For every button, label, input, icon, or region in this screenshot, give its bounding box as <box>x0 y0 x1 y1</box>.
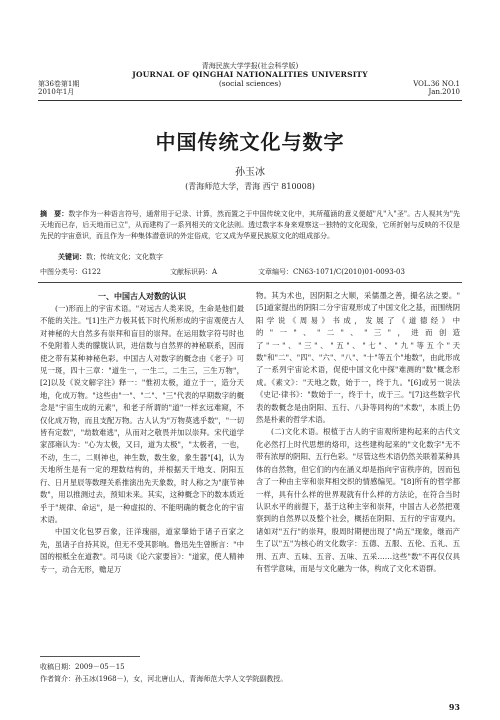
clc-number: 中图分类号：G122 <box>40 268 101 276</box>
paragraph: (二)文化术语。根植于古人的宇宙观所建构起来的古代文化必然打上时代思想的烙印，这些建构起来的"文化数字"无不带有浓厚的阴阳、五行色彩。"尽管这些术语仍然关联着某种具体的自然物，但它们的内在涵义却是指向宇宙秩序的，因而包含了一种由主宰和崇拜相交织的情感编见。"[8]所有的哲学都一样，具有什么样的世界观就有什么样的方法论，在符合当时认识水平的前提下，基于这种主宰和崇拜，中国古人必然把观察到的自然界以及整个社会，概括在阴阳、五行的宇宙观内。诸如对"五行"的崇拜，殷周时期便出现了"尚五"现象，继而产生了以"五"为核心的文化数字：五德、五服、五伦、五礼、五刑、五声、五味、五音、五味、五采……这些"数"不再仅仅具有哲学意味，而是与文化融为一体，构成了文化术语群。 <box>256 427 460 573</box>
section-heading: 一、中国古人对数的认识 <box>98 291 186 301</box>
article-number: 文章编号：CN63-1071/C(2010)01-0093-03 <box>258 268 405 276</box>
volume-en: VOL.36 NO.1 <box>413 80 460 88</box>
keywords-label: 关键词： <box>58 252 86 261</box>
article-author: 孙玉冰 <box>235 167 265 178</box>
paragraph: 物。其为术也，因阴阳之大顺，采儒墨之善，撮名法之要。"[5]道家提出的阴阳二分宇宙观形成了中国文化之基，而围绕阴阳学说《周易》书成，发展了《道德经》中的"一"、"二"、"三"，进而创造了"一"、"三"、"五"、"七"、"九"等五个"天数"和"二"、"四"、"六"、"八"、"十"等五个"地数"，由此形成了一系列宇宙论术语，促使中国文化中探"难测的"数"概念形成。《素文》："天地之数，始于一，终于九。"[6]或另一说法《史记·律书》："数始于一，终于十，成于三。"[7]这些数字代表的数概念是由阴阳、五行、八卦等同构的"术数"，本质上仍然是朴素的哲学术语。 <box>256 291 460 425</box>
keywords-text: 数；传统文化；文化数字 <box>86 253 163 261</box>
document-code: 文献标识码：A <box>170 268 218 276</box>
abstract <box>40 208 460 242</box>
article-title: 中国传统文化与数字 <box>155 130 345 154</box>
keywords <box>58 252 458 262</box>
paragraph: 中国文化包罗百象，汪洋瑰丽，道家肇始于诸子百家之先，虽诸子自持其说，但无不受其影响。鲁迅先生曾断言："中国的根柢全在道教"。司马谈《论六家要旨》："道家，使人精神专一，动合无形，赡足万 <box>40 527 244 574</box>
header-left <box>38 80 79 96</box>
header-center <box>110 70 390 88</box>
header-rule <box>38 100 462 101</box>
header-right <box>413 80 460 96</box>
journal-cn-name: 青海民族大学学报(社会科学版) <box>201 62 299 70</box>
body-column-right <box>256 290 460 575</box>
paragraph: (一)形而上的宇宙术语。"对远古人类来说，生命是他们最不能的关注。"[1]生产力极其低下时代所形成的宇宙观使古人对神秘的大自然多有崇拜和盲目的崇拜。在运用数字符号时也不免附着人类的朦胧认识，进信数与自然界的神秘联系，因而使之带有某种神秘色彩。中国古人对数字的概念由《老子》可见一斑，四十三章："道生一，一生二，二生三，三生万物"，[2]以及《说文解字注》释一："惟初太极，道立于一，造分天地，化成万物。"这些由"一"、"二"、"三"代表的早期数字的概念是"宇宙生成的元素"，和老子所谓的"道"一样玄远难窥，不仅化成万物，而且支配万物。古人认为"万物莫逃乎数"，"一切皆有定数"，"劫数难逃"，从而对之敬畏并加以崇拜。宋代道学家邵雍认为："心为太极，又曰，道为太极"，"太极者，一也，不动，生二，二则神也，神生数，数生象，象生器"[4]，认为天地所生是有一定的理数结构的，并根据天干地支、阴阳五行、日月星辰等数理关系推演出先天象数，时人称之为"康节神数"，用以推测过去，预知未来。其实，这种概念下的数本质近乎于"规律、命运"，是一种虚拟的、不能明确的概念化的宇宙术语。 <box>40 304 244 524</box>
journal-en-name: JOURNAL OF QINGHAI NATIONALITIES UNIVERSITY <box>132 70 368 79</box>
author-affiliation: (青海师范大学，青海 西宁 810008) <box>185 182 315 191</box>
author-bio: 作者简介：孙玉冰(1968－)，女，河北唐山人，青海师范大学人文学院副教授。 <box>40 675 288 683</box>
date-en: Jan.2010 <box>428 88 460 96</box>
body-column-left <box>40 290 244 576</box>
abstract-text: 数字作为一种语言符号，通常用于记录、计算，然而置之于中国传统文化中，其所蕴涵的意义便超"凡"入"圣"。古人视其为"先天地而已存，后天地而已立"，从而建构了一系列相关的文化法则。透过数字本身来观察这一独特的文化现象，它所折射与反映的不仅是先民的宇宙意识，而且作为一种集体潜意识的外定俗成，它又成为华夏民族原文化的组成部分。 <box>40 210 460 240</box>
page-number: 93 <box>448 702 460 712</box>
date-cn: 2010年1月 <box>38 88 75 96</box>
footnote-rule <box>40 656 140 657</box>
volume-cn: 第36卷第1期 <box>38 80 80 88</box>
abstract-label: 摘 要： <box>40 209 69 218</box>
received-date: 收稿日期：2009－05－15 <box>40 663 125 671</box>
meta-divider <box>38 282 462 283</box>
footnotes <box>40 661 460 685</box>
journal-en-sub: (social sciences) <box>218 79 282 88</box>
